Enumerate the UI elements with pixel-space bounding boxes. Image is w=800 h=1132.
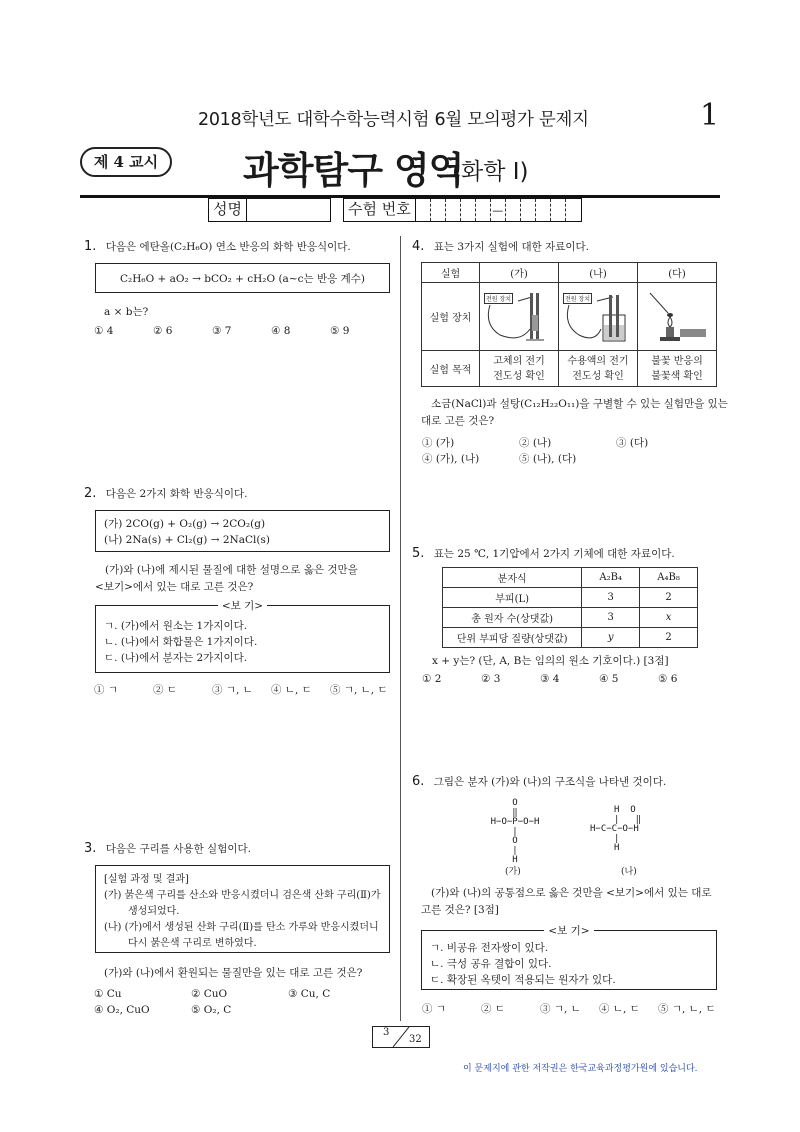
choice-5[interactable]: ⑤ 6 xyxy=(658,673,678,685)
answer-choices xyxy=(94,325,349,337)
answer-choices xyxy=(422,451,576,466)
answer-choices xyxy=(94,988,330,1000)
answer-choices xyxy=(422,673,677,685)
name-label: 성명 xyxy=(208,198,247,222)
exam-id-field[interactable] xyxy=(416,198,582,222)
choice-1[interactable]: ① ㄱ xyxy=(422,1003,446,1015)
question-prompt: 소금(NaCl)과 설탕(C₁₂H₂₂O₁₁)을 구별할 수 있는 실험만을 있는 대로 고른 것은? xyxy=(421,398,728,427)
question-number: 2. xyxy=(84,486,97,501)
choice-4[interactable]: ④ 5 xyxy=(599,673,619,685)
experiment-title: [실험 과정 및 결과] xyxy=(104,874,189,885)
gas-data-table: 분자식 A₂B₄ A₄B₈ 부피(L) 3 2 총 원자 수(상댓값) 3 x 단위 부피당 질량(상댓값) y 2 xyxy=(442,567,698,648)
structure-label-ga: (가) xyxy=(505,867,521,877)
exam-id-dash: — xyxy=(491,199,506,221)
bogi-item: ㄱ. (가)에서 원소는 1가지이다. xyxy=(104,620,248,632)
choice-4[interactable]: ④ ㄴ, ㄷ xyxy=(599,1003,640,1015)
choice-2[interactable]: ② 3 xyxy=(481,673,501,685)
answer-choices xyxy=(422,1001,716,1016)
exam-id-label: 수험 번호 xyxy=(343,198,416,222)
choice-5[interactable]: ⑤ ㄱ, ㄴ, ㄷ xyxy=(330,684,388,696)
question-number: 4. xyxy=(412,239,425,254)
question-number: 6. xyxy=(412,774,425,789)
question-4 xyxy=(412,239,589,254)
bogi-item: ㄴ. (나)에서 화합물은 1가지이다. xyxy=(104,636,258,648)
choice-3[interactable]: ③ Cu, C xyxy=(288,988,331,1000)
question-prompt: x + y는? (단, A, B는 임의의 원소 기호이다.) [3점] xyxy=(432,655,669,667)
structure-label-na: (나) xyxy=(621,867,637,877)
bogi-box xyxy=(421,925,717,990)
question-2 xyxy=(84,486,248,501)
question-1 xyxy=(84,239,351,254)
answer-choices xyxy=(94,682,388,697)
power-supply-label: 전원 장치 xyxy=(563,293,592,304)
question-prompt: (가)와 (나)에서 환원되는 물질만을 있는 대로 고른 것은? xyxy=(104,967,363,979)
experiment-table: 실험 (가) (나) (다) 실험 장치 전원 장치 전원 장치 실험 목적 고체의 전기 전도성 확인 수용액의 전기 전도성 확인 불꽃 반응의 불꽃색 확인 xyxy=(421,262,717,387)
solution-conductivity-apparatus-icon xyxy=(559,285,637,349)
choice-4[interactable]: ④ O₂, CuO xyxy=(94,1004,150,1016)
question-number: 1. xyxy=(84,239,97,254)
choice-3[interactable]: ③ ㄱ, ㄴ xyxy=(540,1003,581,1015)
question-number: 3. xyxy=(84,841,97,856)
choice-3[interactable]: ③ (다) xyxy=(616,437,649,449)
question-number: 5. xyxy=(412,546,425,561)
question-text: 다음은 2가지 화학 반응식이다. xyxy=(105,488,248,500)
bogi-item: ㄷ. (나)에서 분자는 2가지이다. xyxy=(104,652,248,664)
choice-1[interactable]: ① ㄱ xyxy=(94,684,118,696)
equation-box xyxy=(95,263,390,293)
bogi-box xyxy=(95,600,390,673)
question-prompt: (가)와 (나)의 공통점으로 옳은 것만을 <보기>에서 있는 대로 고른 것은? [3점] xyxy=(421,887,712,916)
page-indicator xyxy=(372,1026,430,1048)
choice-1[interactable]: ① 2 xyxy=(422,673,442,685)
bogi-item: ㄷ. 확장된 옥텟이 적용되는 원자가 있다. xyxy=(430,974,616,986)
question-3 xyxy=(84,841,251,856)
apparatus-da xyxy=(638,283,717,351)
choice-1[interactable]: ① Cu xyxy=(94,988,122,1000)
choice-5[interactable]: ⑤ (나), (다) xyxy=(519,453,577,465)
structure-na: H O | ‖ H−C−C−O−H | H xyxy=(590,805,642,853)
question-prompt: (가)와 (나)에 제시된 물질에 대한 설명으로 옳은 것만을 <보기>에서 있는 대로 고른 것은? xyxy=(95,564,358,593)
flame-test-apparatus-icon xyxy=(638,283,716,347)
experiment-box: [실험 과정 및 결과] (가) 붉은색 구리를 산소와 반응시켰더니 검은색 산화 구리(Ⅱ)가 생성되었다. (나) (가)에서 생성된 산화 구리(Ⅱ)를 탄소 가루와 반응시켰더니 다시 붉은색 구리로 변하였다. xyxy=(95,865,390,953)
choice-2[interactable]: ② ㄷ xyxy=(481,1003,505,1015)
equation-ga: (가) 2CO(g) + O₂(g) → 2CO₂(g) xyxy=(104,518,266,530)
page-current: 3 xyxy=(383,1027,390,1038)
period-badge: 제 4 교시 xyxy=(80,147,172,177)
question-text: 다음은 구리를 사용한 실험이다. xyxy=(105,843,251,855)
choice-1[interactable]: ① 4 xyxy=(94,325,114,337)
question-prompt: a × b는? xyxy=(104,306,149,318)
choice-5[interactable]: ⑤ 9 xyxy=(330,325,350,337)
choice-3[interactable]: ③ 4 xyxy=(540,673,560,685)
choice-2[interactable]: ② (나) xyxy=(519,437,552,449)
apparatus-ga xyxy=(480,283,559,351)
copyright-note: 이 문제지에 관한 저작권은 한국교육과정평가원에 있습니다. xyxy=(463,1064,698,1074)
choice-2[interactable]: ② CuO xyxy=(191,988,228,1000)
choice-4[interactable]: ④ ㄴ, ㄷ xyxy=(271,684,312,696)
question-text: 표는 25 ℃, 1기압에서 2가지 기체에 대한 자료이다. xyxy=(433,548,675,560)
question-5 xyxy=(412,546,675,561)
equation-box xyxy=(95,510,390,552)
name-field[interactable] xyxy=(247,198,331,222)
page-total: 32 xyxy=(409,1034,422,1045)
question-text: 표는 3가지 실험에 대한 자료이다. xyxy=(433,241,589,253)
choice-2[interactable]: ② 6 xyxy=(153,325,173,337)
power-supply-label: 전원 장치 xyxy=(484,293,513,304)
answer-choices xyxy=(94,1004,231,1016)
answer-choices xyxy=(422,435,648,450)
exam-title: 2018학년도 대학수학능력시험 6월 모의평가 문제지 xyxy=(198,110,589,130)
bogi-title: <보 기> xyxy=(218,600,267,612)
structure-ga: O ‖ H−O−P−O−H | O | H xyxy=(490,798,540,865)
bogi-item: ㄴ. 극성 공유 결합이 있다. xyxy=(430,958,552,970)
student-info-row xyxy=(208,198,582,222)
choice-4[interactable]: ④ 8 xyxy=(271,325,291,337)
bogi-item: ㄱ. 비공유 전자쌍이 있다. xyxy=(430,942,549,954)
choice-5[interactable]: ⑤ O₂, C xyxy=(191,1004,232,1016)
solid-conductivity-apparatus-icon xyxy=(480,285,558,349)
page-number-large: 1 xyxy=(700,98,720,133)
bogi-title: <보 기> xyxy=(544,925,593,937)
subject-subtitle: (화학 I) xyxy=(452,159,529,185)
choice-5[interactable]: ⑤ ㄱ, ㄴ, ㄷ xyxy=(658,1003,716,1015)
choice-4[interactable]: ④ (가), (나) xyxy=(422,453,480,465)
choice-3[interactable]: ③ 7 xyxy=(212,325,232,337)
question-text: 다음은 에탄올(C₂H₆O) 연소 반응의 화학 반응식이다. xyxy=(105,241,351,253)
column-divider xyxy=(400,236,401,1021)
question-text: 그림은 분자 (가)와 (나)의 구조식을 나타낸 것이다. xyxy=(433,776,667,788)
choice-3[interactable]: ③ ㄱ, ㄴ xyxy=(212,684,253,696)
choice-2[interactable]: ② ㄷ xyxy=(153,684,177,696)
choice-1[interactable]: ① (가) xyxy=(422,437,455,449)
question-6 xyxy=(412,774,666,789)
equation: C₂H₆O + aO₂ → bCO₂ + cH₂O (a∼c는 반응 계수) xyxy=(119,272,365,285)
equation-na: (나) 2Na(s) + Cl₂(g) → 2NaCl(s) xyxy=(104,534,270,546)
apparatus-na xyxy=(559,283,638,351)
subject-title: 과학탐구 영역 xyxy=(243,149,464,192)
